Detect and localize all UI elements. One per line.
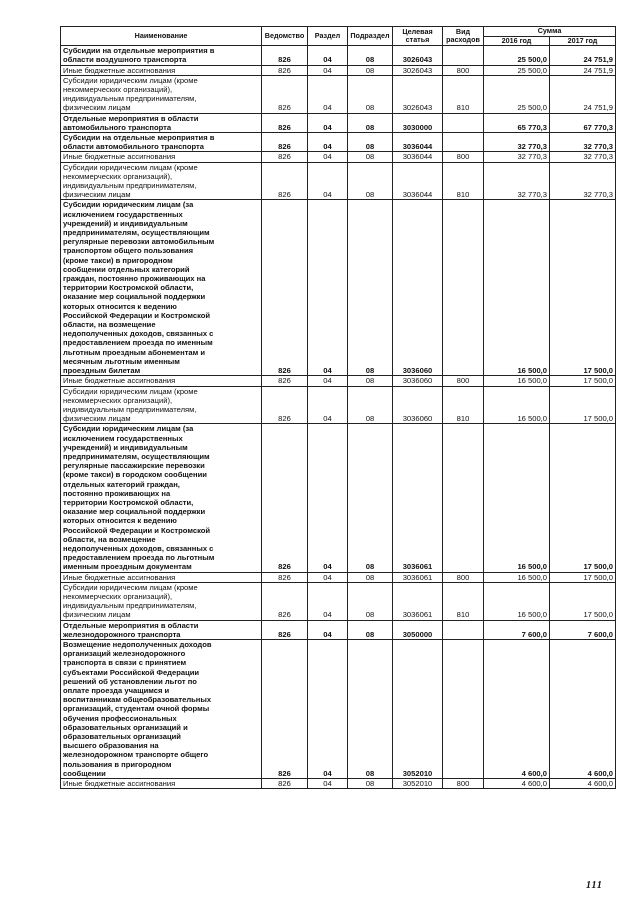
row-sum-2017: 17 500,0 — [550, 424, 616, 572]
row-article: 3050000 — [393, 620, 443, 639]
row-section: 04 — [308, 162, 348, 200]
row-expense-type — [443, 113, 484, 132]
row-article: 3036060 — [393, 200, 443, 376]
row-section: 04 — [308, 572, 348, 582]
row-article: 3026043 — [393, 65, 443, 75]
row-dept: 826 — [262, 620, 308, 639]
row-sum-2016: 4 600,0 — [484, 639, 550, 778]
table-row — [61, 572, 616, 582]
row-article: 3036061 — [393, 582, 443, 620]
row-expense-type: 800 — [443, 572, 484, 582]
row-sum-2017: 32 770,3 — [550, 133, 616, 152]
row-sum-2017: 17 500,0 — [550, 572, 616, 582]
row-subsection: 08 — [348, 386, 393, 424]
row-subsection: 08 — [348, 75, 393, 113]
row-expense-type — [443, 424, 484, 572]
row-expense-type — [443, 639, 484, 778]
row-name: Субсидии на отдельные мероприятия в области воздушного транспорта — [61, 46, 262, 65]
row-dept: 826 — [262, 152, 308, 162]
row-sum-2017: 24 751,9 — [550, 75, 616, 113]
row-name: Возмещение недополученных доходов организаций железнодорожного транспорта в связи с принятием субъектами Российской Федерации решений об установлении льгот по оплате проезда учащимся и воспитанникам общеобразовательных организаций, студентам очной формы обучения профессиональных образовательных организаций и образовательных организаций высшего образования на железнодорожном транспорте общего пользования в пригородном сообщении — [61, 639, 262, 778]
header-section: Раздел — [308, 27, 348, 46]
row-dept: 826 — [262, 75, 308, 113]
header-expense-type: Вид расходов — [443, 27, 484, 46]
header-name: Наименование — [61, 27, 262, 46]
row-sum-2017: 67 770,3 — [550, 113, 616, 132]
row-sum-2016: 25 500,0 — [484, 75, 550, 113]
row-expense-type: 810 — [443, 162, 484, 200]
row-article: 3030000 — [393, 113, 443, 132]
row-dept: 826 — [262, 582, 308, 620]
row-subsection: 08 — [348, 620, 393, 639]
row-article: 3026043 — [393, 46, 443, 65]
row-article: 3052010 — [393, 779, 443, 789]
row-dept: 826 — [262, 200, 308, 376]
row-sum-2017: 32 770,3 — [550, 162, 616, 200]
table-row — [61, 46, 616, 65]
row-name: Субсидии юридическим лицам (кроме некоммерческих организаций), индивидуальным предпринимателям, физическим лицам — [61, 386, 262, 424]
row-section: 04 — [308, 639, 348, 778]
table-row — [61, 582, 616, 620]
row-expense-type: 810 — [443, 386, 484, 424]
row-name: Субсидии юридическим лицам (кроме некоммерческих организаций), индивидуальным предпринимателям, физическим лицам — [61, 162, 262, 200]
page-number: 111 — [586, 880, 603, 891]
table-row — [61, 386, 616, 424]
row-article: 3026043 — [393, 75, 443, 113]
row-name: Иные бюджетные ассигнования — [61, 572, 262, 582]
row-expense-type: 800 — [443, 376, 484, 386]
row-sum-2016: 25 500,0 — [484, 46, 550, 65]
row-article: 3036044 — [393, 133, 443, 152]
row-subsection: 08 — [348, 572, 393, 582]
row-sum-2016: 32 770,3 — [484, 152, 550, 162]
row-sum-2016: 16 500,0 — [484, 424, 550, 572]
header-2017: 2017 год — [550, 36, 616, 46]
row-name: Иные бюджетные ассигнования — [61, 152, 262, 162]
row-name: Отдельные мероприятия в области железнодорожного транспорта — [61, 620, 262, 639]
row-subsection: 08 — [348, 113, 393, 132]
row-dept: 826 — [262, 162, 308, 200]
table-row — [61, 200, 616, 376]
row-dept: 826 — [262, 113, 308, 132]
row-article: 3036044 — [393, 152, 443, 162]
table-row — [61, 424, 616, 572]
row-article: 3036061 — [393, 572, 443, 582]
header-dept: Ведомство — [262, 27, 308, 46]
row-article: 3036061 — [393, 424, 443, 572]
row-dept: 826 — [262, 46, 308, 65]
row-expense-type — [443, 200, 484, 376]
row-sum-2016: 25 500,0 — [484, 65, 550, 75]
table-row — [61, 779, 616, 789]
row-sum-2016: 16 500,0 — [484, 582, 550, 620]
row-expense-type — [443, 620, 484, 639]
row-dept: 826 — [262, 376, 308, 386]
row-dept: 826 — [262, 572, 308, 582]
row-section: 04 — [308, 779, 348, 789]
table-row — [61, 162, 616, 200]
row-sum-2016: 65 770,3 — [484, 113, 550, 132]
row-subsection: 08 — [348, 424, 393, 572]
row-name: Отдельные мероприятия в области автомобильного транспорта — [61, 113, 262, 132]
header-article: Целевая статья — [393, 27, 443, 46]
row-name: Иные бюджетные ассигнования — [61, 779, 262, 789]
table-row — [61, 113, 616, 132]
row-subsection: 08 — [348, 376, 393, 386]
row-section: 04 — [308, 424, 348, 572]
table-row — [61, 620, 616, 639]
row-sum-2017: 17 500,0 — [550, 582, 616, 620]
row-sum-2016: 16 500,0 — [484, 386, 550, 424]
row-dept: 826 — [262, 424, 308, 572]
row-name: Субсидии юридическим лицам (кроме некоммерческих организаций), индивидуальным предпринимателям, физическим лицам — [61, 75, 262, 113]
row-sum-2016: 16 500,0 — [484, 572, 550, 582]
row-article: 3036060 — [393, 386, 443, 424]
row-subsection: 08 — [348, 639, 393, 778]
row-name: Субсидии на отдельные мероприятия в области автомобильного транспорта — [61, 133, 262, 152]
row-section: 04 — [308, 620, 348, 639]
row-sum-2017: 24 751,9 — [550, 46, 616, 65]
row-sum-2017: 17 500,0 — [550, 386, 616, 424]
row-sum-2017: 17 500,0 — [550, 200, 616, 376]
row-article: 3052010 — [393, 639, 443, 778]
row-name: Иные бюджетные ассигнования — [61, 376, 262, 386]
row-name: Иные бюджетные ассигнования — [61, 65, 262, 75]
row-sum-2017: 17 500,0 — [550, 376, 616, 386]
row-expense-type: 800 — [443, 779, 484, 789]
row-sum-2017: 7 600,0 — [550, 620, 616, 639]
row-subsection: 08 — [348, 200, 393, 376]
row-sum-2016: 16 500,0 — [484, 200, 550, 376]
row-section: 04 — [308, 386, 348, 424]
row-expense-type: 800 — [443, 65, 484, 75]
table-row — [61, 65, 616, 75]
row-article: 3036060 — [393, 376, 443, 386]
row-section: 04 — [308, 582, 348, 620]
row-subsection: 08 — [348, 162, 393, 200]
row-expense-type: 800 — [443, 152, 484, 162]
row-subsection: 08 — [348, 46, 393, 65]
row-sum-2017: 24 751,9 — [550, 65, 616, 75]
row-section: 04 — [308, 46, 348, 65]
row-section: 04 — [308, 133, 348, 152]
header-2016: 2016 год — [484, 36, 550, 46]
row-dept: 826 — [262, 133, 308, 152]
row-subsection: 08 — [348, 133, 393, 152]
row-section: 04 — [308, 75, 348, 113]
table-row — [61, 152, 616, 162]
row-dept: 826 — [262, 639, 308, 778]
row-dept: 826 — [262, 65, 308, 75]
row-article: 3036044 — [393, 162, 443, 200]
row-sum-2016: 32 770,3 — [484, 133, 550, 152]
row-section: 04 — [308, 113, 348, 132]
row-subsection: 08 — [348, 582, 393, 620]
row-section: 04 — [308, 152, 348, 162]
row-expense-type — [443, 46, 484, 65]
row-subsection: 08 — [348, 152, 393, 162]
row-dept: 826 — [262, 386, 308, 424]
row-name: Субсидии юридическим лицам (за исключением государственных учреждений) и индивидуальным предпринимателям, осуществляющим регулярные пассажирские перевозки (кроме такси) в городском сообщении отдельных категорий граждан, постоянно проживающих на территории Костромской области, оказание мер социальной поддержки которых относится к ведению Российской Федерации и Костромской области, на возмещение недополученных доходов, связанных с предоставлением проезда по льготным именным проездным документам — [61, 424, 262, 572]
row-section: 04 — [308, 65, 348, 75]
row-name: Субсидии юридическим лицам (за исключением государственных учреждений) и индивидуальным предпринимателям, осуществляющим регулярные перевозки автомобильным транспортом общего пользования (кроме такси) в пригородном сообщении отдельных категорий граждан, постоянно проживающих на территории Костромской области, оказание мер социальной поддержки которых относится к ведению Российской Федерации и Костромской области, на возмещение недополученных доходов, связанных с предоставлением проезда по именным льготным проездным абонементам и месячным льготным именным проездным билетам — [61, 200, 262, 376]
table-row — [61, 75, 616, 113]
row-name: Субсидии юридическим лицам (кроме некоммерческих организаций), индивидуальным предпринимателям, физическим лицам — [61, 582, 262, 620]
row-sum-2017: 4 600,0 — [550, 639, 616, 778]
row-expense-type: 810 — [443, 75, 484, 113]
header-sum: Сумма — [484, 27, 616, 37]
row-sum-2016: 16 500,0 — [484, 376, 550, 386]
table-row — [61, 133, 616, 152]
row-sum-2017: 32 770,3 — [550, 152, 616, 162]
header-subsection: Подраздел — [348, 27, 393, 46]
row-sum-2016: 4 600,0 — [484, 779, 550, 789]
table-row — [61, 376, 616, 386]
row-sum-2016: 32 770,3 — [484, 162, 550, 200]
row-sum-2016: 7 600,0 — [484, 620, 550, 639]
budget-table — [60, 26, 616, 789]
table-row — [61, 639, 616, 778]
row-subsection: 08 — [348, 779, 393, 789]
row-section: 04 — [308, 376, 348, 386]
row-subsection: 08 — [348, 65, 393, 75]
row-expense-type — [443, 133, 484, 152]
row-section: 04 — [308, 200, 348, 376]
row-sum-2017: 4 600,0 — [550, 779, 616, 789]
row-expense-type: 810 — [443, 582, 484, 620]
row-dept: 826 — [262, 779, 308, 789]
